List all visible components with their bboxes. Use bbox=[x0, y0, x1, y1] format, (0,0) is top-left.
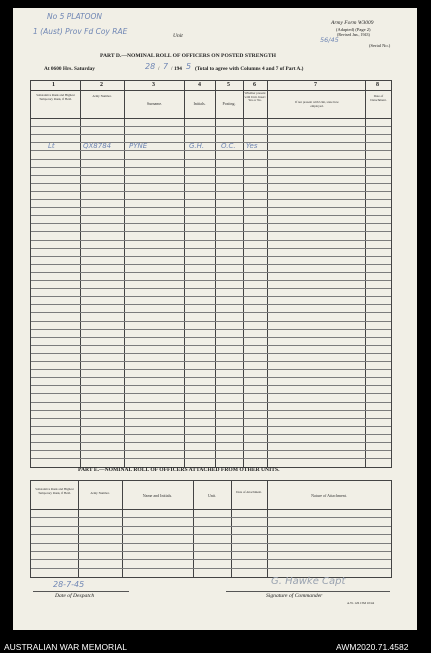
ruled-line bbox=[31, 517, 391, 518]
ruled-line bbox=[31, 369, 391, 370]
col-header-present: Whether present with Unit. Insert Yes or No. bbox=[244, 91, 266, 103]
ruled-line bbox=[31, 402, 391, 403]
ruled-line bbox=[31, 410, 391, 411]
row1-present: Yes bbox=[246, 142, 258, 150]
ruled-line bbox=[31, 426, 391, 427]
ruled-line bbox=[31, 240, 391, 241]
ruled-line bbox=[31, 321, 391, 322]
col-header-rank: Substantive Rank and Highest Temporary Rank, if Held. bbox=[36, 93, 75, 101]
date-year-handwriting: 5 bbox=[186, 62, 192, 71]
ruled-line bbox=[31, 393, 391, 394]
commander-signature-handwriting: G. Hawke Capt bbox=[271, 576, 346, 587]
ruled-line bbox=[31, 272, 391, 273]
ruled-line bbox=[31, 280, 391, 281]
row1-initials: G.H. bbox=[189, 142, 205, 150]
col-number-1: 1 bbox=[52, 82, 55, 88]
despatch-date-line bbox=[33, 591, 129, 592]
ruled-line bbox=[31, 223, 391, 224]
ruled-line bbox=[31, 134, 391, 135]
ruled-line bbox=[31, 543, 391, 544]
ruled-line bbox=[31, 418, 391, 419]
date-slash-2: / bbox=[171, 66, 173, 72]
ruled-line bbox=[31, 458, 391, 459]
ruled-line bbox=[31, 256, 391, 257]
ruled-line bbox=[31, 296, 391, 297]
col-header-posting: Posting. bbox=[222, 101, 236, 106]
footer-right-text: AWM2020.71.4582 bbox=[336, 642, 409, 652]
ruled-line bbox=[31, 264, 391, 265]
ruled-line bbox=[31, 248, 391, 249]
at-hours-prefix: At 0600 Hrs. Saturday bbox=[44, 66, 95, 72]
at-hours-suffix: (Total to agree with Columns 4 and 7 of Part A.) bbox=[195, 66, 304, 72]
part-e-title: PART E.—NOMINAL ROLL OF OFFICERS ATTACHED FROM OTHER UNITS. bbox=[78, 467, 280, 473]
form-page bbox=[13, 8, 417, 630]
ruled-line bbox=[31, 526, 391, 527]
ruled-line bbox=[31, 345, 391, 346]
row1-surname: PYNE bbox=[129, 142, 148, 150]
row1-posting: O.C. bbox=[221, 142, 236, 150]
ruled-line bbox=[31, 442, 391, 443]
despatch-date-handwriting: 28-7-45 bbox=[53, 580, 85, 589]
e-col-header-name: Name and Initials. bbox=[142, 493, 173, 498]
ruled-line bbox=[31, 329, 391, 330]
ruled-line bbox=[31, 450, 391, 451]
ruled-line bbox=[31, 191, 391, 192]
print-code: A.W. 126 15M 10/44 bbox=[347, 601, 375, 605]
year-prefix: 194 bbox=[174, 66, 182, 72]
ruled-line bbox=[31, 167, 391, 168]
unit-handwriting-line2: 1 (Aust) Prov Fd Coy RAE bbox=[33, 27, 128, 36]
col-header-initials: Initials. bbox=[193, 101, 206, 106]
col-number-4: 4 bbox=[198, 82, 201, 88]
ruled-line bbox=[31, 551, 391, 552]
row1-rank: Lt bbox=[48, 142, 55, 150]
footer-left-text: AUSTRALIAN WAR MEMORIAL bbox=[4, 642, 127, 652]
e-col-header-army-number: Army Number. bbox=[90, 491, 110, 495]
e-col-header-unit: Unit. bbox=[207, 493, 217, 498]
army-form-adapted: (Adapted) (Page 2) bbox=[336, 27, 371, 32]
army-form-revised: (Revised Jan., 1943) bbox=[337, 32, 370, 37]
col-number-5: 5 bbox=[227, 82, 230, 88]
col-header-detachment: Date of Detachment. bbox=[370, 94, 387, 102]
ruled-line bbox=[31, 207, 391, 208]
col-number-3: 3 bbox=[152, 82, 155, 88]
col-number-7: 7 bbox=[314, 82, 317, 88]
col-number-2: 2 bbox=[100, 82, 103, 88]
e-col-header-rank: Substantive Rank and Highest Temporary Rank, if Held. bbox=[35, 487, 74, 495]
part-e-table bbox=[30, 480, 392, 578]
serial-number-handwriting: 56/45 bbox=[320, 36, 339, 44]
row1-army-number: QX8784 bbox=[83, 142, 112, 150]
serial-label: (Serial No.) bbox=[369, 43, 391, 48]
col-header-army-number: Army Number. bbox=[92, 94, 112, 98]
ruled-line bbox=[31, 231, 391, 232]
date-month-handwriting: 7 bbox=[163, 62, 169, 71]
ruled-line bbox=[31, 199, 391, 200]
e-col-header-date: Date of Attachment. bbox=[236, 490, 262, 494]
ruled-line bbox=[31, 568, 391, 569]
col-header-surname: Surname. bbox=[146, 101, 163, 106]
ruled-line bbox=[31, 175, 391, 176]
part-d-ruled-rows bbox=[31, 118, 391, 467]
footer-bar bbox=[0, 639, 431, 653]
ruled-line bbox=[31, 361, 391, 362]
ruled-line bbox=[31, 385, 391, 386]
date-of-despatch-label: Date of Despatch bbox=[55, 593, 95, 599]
ruled-line bbox=[31, 159, 391, 160]
part-d-table bbox=[30, 80, 392, 468]
ruled-line bbox=[31, 377, 391, 378]
part-e-ruled-rows bbox=[31, 509, 391, 577]
ruled-line bbox=[31, 304, 391, 305]
army-form-number: Army Form W3009 bbox=[331, 20, 374, 26]
ruled-line bbox=[31, 353, 391, 354]
signature-line bbox=[226, 591, 390, 592]
unit-label: Unit bbox=[173, 33, 183, 39]
part-d-title: PART D.—NOMINAL ROLL OF OFFICERS ON POSTED STRENGTH bbox=[100, 53, 276, 59]
col-number-6: 6 bbox=[253, 82, 256, 88]
date-slash-1: / bbox=[158, 66, 160, 72]
at-hours-line bbox=[44, 66, 95, 72]
ruled-line bbox=[31, 288, 391, 289]
ruled-line bbox=[31, 559, 391, 560]
ruled-line bbox=[31, 337, 391, 338]
ruled-line bbox=[31, 312, 391, 313]
ruled-line bbox=[31, 150, 391, 151]
date-day-handwriting: 28 bbox=[145, 62, 156, 71]
ruled-line bbox=[31, 434, 391, 435]
e-col-header-nature: Nature of Attachment. bbox=[311, 493, 347, 498]
ruled-line bbox=[31, 183, 391, 184]
signature-of-commander-label: Signature of Commander bbox=[266, 593, 323, 599]
col-header-employed: If not present with Unit, state how employed. bbox=[295, 100, 339, 108]
ruled-line bbox=[31, 534, 391, 535]
col-number-8: 8 bbox=[376, 82, 379, 88]
ruled-line bbox=[31, 215, 391, 216]
ruled-line bbox=[31, 126, 391, 127]
unit-handwriting-line1: No 5 PLATOON bbox=[47, 12, 103, 21]
